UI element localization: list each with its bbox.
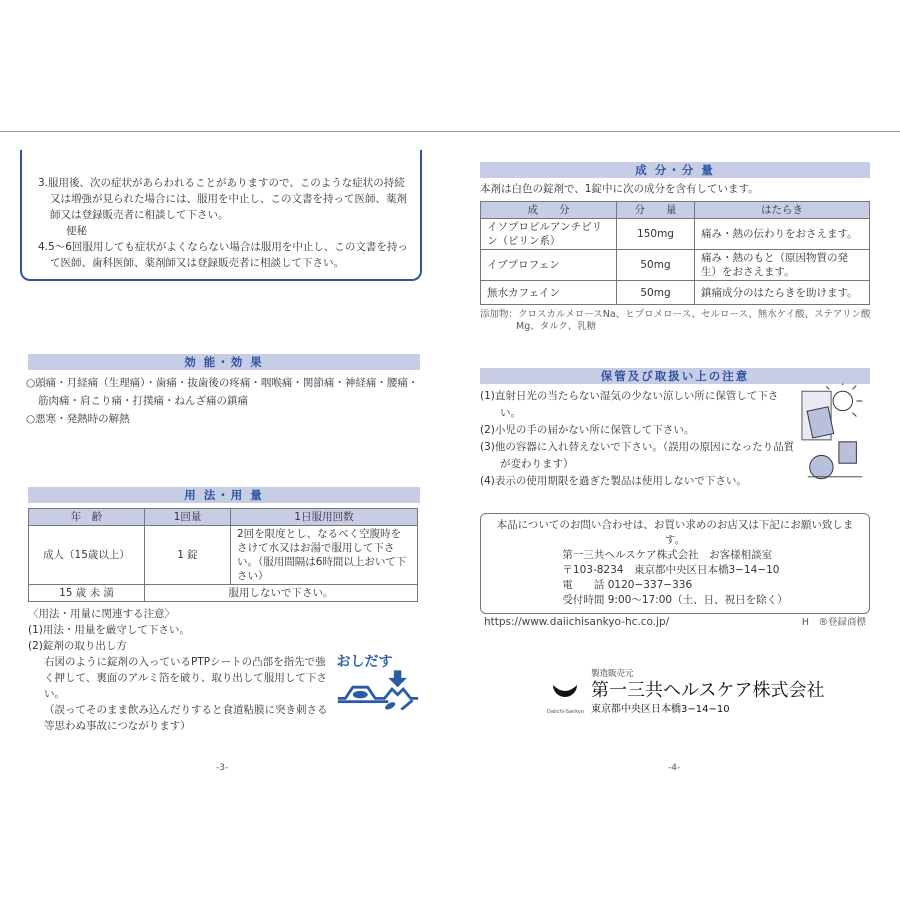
efficacy-list (26, 374, 426, 428)
storage-item: (3)他の容器に入れ替えないで下さい。（誤用の原因になったり品質が変わります） (480, 441, 795, 470)
col-header: 1回量 (145, 509, 231, 526)
col-header: 年 齢 (29, 509, 145, 526)
cell: 1 錠 (145, 526, 231, 585)
note-item: (2)錠剤の取り出し方 (28, 640, 127, 652)
ptp-sheet-icon (336, 670, 420, 710)
cell: 鎮痛成分のはたらきを助けます。 (695, 281, 870, 305)
cell: 2回を限度とし、なるべく空腹時をさけて水又はお湯で服用して下さい。（服用間隔は6時間以上おいて下さい） (231, 526, 418, 585)
warning-box (20, 150, 422, 281)
col-header: 分 量 (617, 202, 695, 219)
contact-box (480, 513, 870, 614)
page-number-left: -3- (216, 763, 229, 773)
contact-phone: 電 話 0120−337−336 (562, 579, 693, 591)
efficacy-item: ○悪寒・発熱時の解熱 (26, 413, 130, 425)
website-link[interactable]: https://www.daiichisankyo-hc.co.jp/ (484, 616, 670, 628)
daiichi-sankyo-logo-icon (551, 677, 579, 705)
efficacy-header: 効 能・効 果 (28, 354, 420, 370)
storage-illustration (800, 382, 870, 488)
ptp-push-illustration (336, 654, 420, 710)
ingredients-header: 成 分・分 量 (480, 162, 870, 178)
notes-title: 〈用法・用量に関連する注意〉 (28, 608, 175, 620)
cell: 成人（15歳以上） (29, 526, 145, 585)
col-header: はたらき (695, 202, 870, 219)
dosage-section (28, 508, 420, 734)
ingredients-section (480, 181, 872, 333)
page-edge-line (0, 131, 900, 132)
push-label: おしだす (336, 654, 393, 670)
storage-list (480, 388, 798, 490)
efficacy-item: ○頭痛・月経痛（生理痛）・歯痛・抜歯後の疼痛・咽喉痛・関節痛・神経痛・腰痛・筋肉痛・肩こり痛・打撲痛・ねんざ痛の鎮痛 (26, 377, 419, 407)
storage-item: (1)直射日光の当たらない湿気の少ない涼しい所に保管して下さい。 (480, 390, 779, 419)
cell: イソプロピルアンチピリン（ピリン系） (481, 219, 617, 250)
cell: 無水カフェイン (481, 281, 617, 305)
storage-header: 保管及び取扱い上の注意 (480, 368, 870, 384)
cell: 痛み・熱の伝わりをおさえます。 (695, 219, 870, 250)
cell: 15 歳 未 満 (29, 585, 145, 602)
contact-hours: 受付時間 9:00～17:00（土、日、祝日を除く） (562, 594, 788, 606)
url-row (480, 614, 870, 630)
storage-item: (4)表示の使用期限を過ぎた製品は使用しないで下さい。 (480, 475, 747, 487)
contact-address: 〒103-8234 東京都中央区日本橋3−14−10 (562, 564, 780, 576)
maker-label: 製造販売元 (591, 669, 634, 679)
cell: 痛み・熱のもと（原因物質の発生）をおさえます。 (695, 250, 870, 281)
col-header: 成 分 (481, 202, 617, 219)
cell: 150mg (617, 219, 695, 250)
cell: 服用しないで下さい。 (145, 585, 418, 602)
col-header: 1日服用回数 (231, 509, 418, 526)
contact-section (480, 513, 872, 630)
warning-item-4: 4.5～6回服用しても症状がよくならない場合は服用を中止し、この文書を持って医師、歯科医師、薬剤師又は登録販売者に相談して下さい。 (38, 241, 408, 269)
trademark-note: H ®登録商標 (801, 617, 866, 628)
note-item: (1)用法・用量を厳守して下さい。 (28, 624, 190, 636)
warning-item-3: 3.服用後、次の症状があらわれることがありますので、このような症状の持続又は増強が見られた場合には、服用を中止し、この文書を持って医師、薬剤師又は登録販売者に相談して下さい。 (38, 177, 407, 221)
dosage-table (28, 508, 418, 602)
dosage-header: 用 法・用 量 (28, 487, 420, 503)
note-2-warning: （誤ってそのまま飲み込んだりすると食道粘膜に突き刺さる等思わぬ事故につながります） (44, 704, 328, 732)
page-number-right: -4- (668, 763, 681, 773)
note-2-body (44, 654, 332, 734)
dosage-notes (28, 606, 420, 654)
maker-address: 東京都中央区日本橋3−14−10 (591, 704, 730, 715)
cell: 50mg (617, 281, 695, 305)
note-2-text: 右図のように錠剤の入っているPTPシートの凸部を指先で強く押して、裏面のアルミ箔を破り、取り出して服用して下さい。 (44, 656, 327, 700)
contact-intro: 本品についてのお問い合わせは、お買い求めのお店又は下記にお願い致します。 (496, 519, 854, 546)
warning-symptom: 便秘 (66, 225, 87, 237)
logo-text: Daiichi-Sankyo (547, 709, 584, 715)
maker-block (547, 669, 847, 719)
contact-dept: 第一三共ヘルスケア株式会社 お客様相談室 (562, 549, 773, 561)
ingredients-table (480, 201, 870, 305)
cell: 50mg (617, 250, 695, 281)
ingredients-intro: 本剤は白色の錠剤で、1錠中に次の成分を含有しています。 (480, 183, 759, 195)
cell: イブプロフェン (481, 250, 617, 281)
maker-name: 第一三共ヘルスケア株式会社 (591, 680, 825, 701)
additives: 添加物：クロスカルメロースNa、ヒプロメロース、セルロース、無水ケイ酸、ステアリン酸Mg、タルク、乳糖 (480, 309, 871, 332)
storage-item: (2)小児の手の届かない所に保管して下さい。 (480, 424, 695, 436)
